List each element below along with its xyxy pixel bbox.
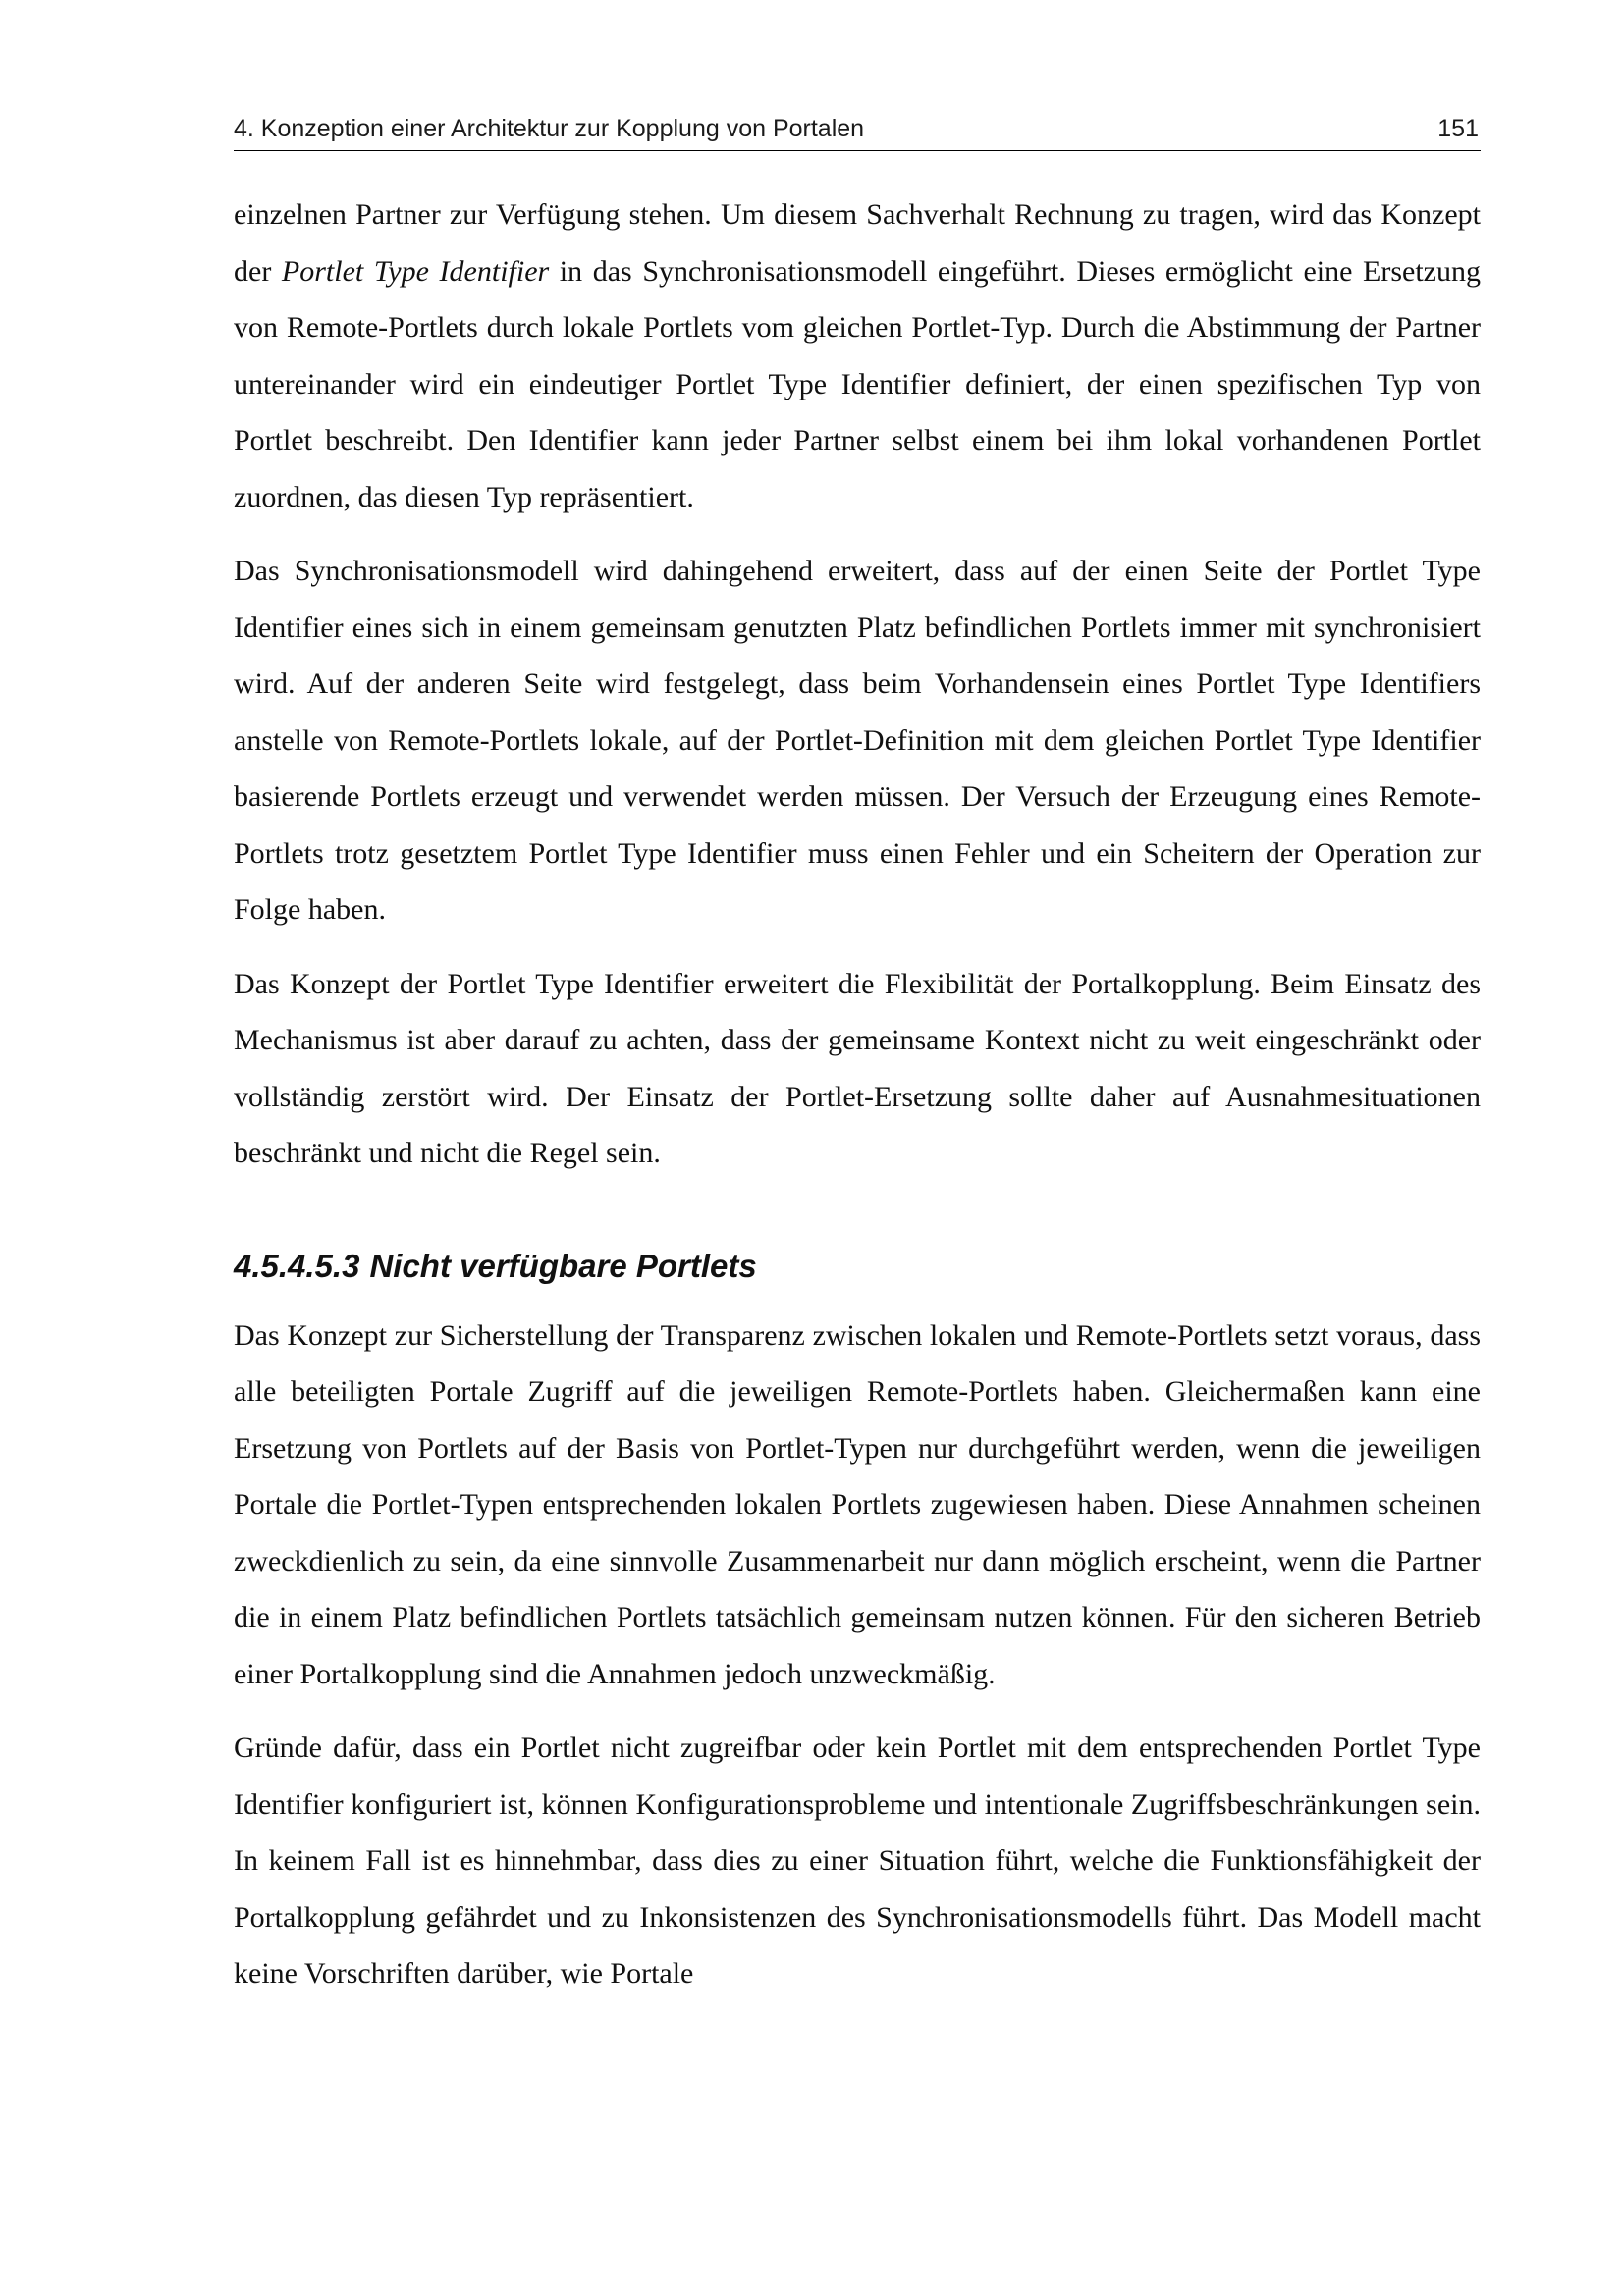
paragraph-text: einzelnen Partner zur Verfügung stehen. Um diesem Sachverhalt Rechnung zu tragen, wird das Konzept der [234,198,1481,288]
paragraph-synchronization-model: Das Synchronisationsmodell wird dahingehend erweitert, dass auf der einen Seite der Portlet Type Identifier eines sich in einem gemeinsam genutzten Platz befindlichen Portlets immer mit synchronisiert wird. Auf der anderen Seite wird festgelegt, dass beim Vorhandensein eines Portlet Type Identifiers anstelle von Remote-Portlets lokale, auf der Portlet-Definition mit dem gleichen Portlet Type Identifier basierende Portlets erzeugt und verwendet werden müssen. Der Versuch der Erzeugung eines Remote-Portlets trotz gesetztem Portlet Type Identifier muss einen Fehler und ein Scheitern der Operation zur Folge haben. [234,555,1481,926]
page-number: 151 [1437,115,1479,142]
section-number: 4.5.4.5.3 [234,1247,360,1284]
paragraph-reasons: Gründe dafür, dass ein Portlet nicht zugreifbar oder kein Portlet mit dem entsprechenden Portlet Type Identifier konfiguriert ist, können Konfigurationsprobleme und intentionale Zugriffsbeschränkungen sein. In keinem Fall ist es hinnehmbar, dass dies zu einer Situation führt, welche die Funktionsfähigkeit der Portalkopplung gefährdet und zu Inkonsistenzen des Synchronisationsmodells führt. Das Modell macht keine Vorschriften darüber, wie Portale [234,1732,1481,1990]
paragraph-portlet-type-identifier [234,187,1481,525]
emphasized-term: Portlet Type Identifier [281,254,550,288]
paragraph-flexibility: Das Konzept der Portlet Type Identifier erweitert die Flexibilität der Portalkopplung. Beim Einsatz des Mechanismus ist aber darauf zu achten, dass der gemeinsame Kontext nicht zu weit eingeschränkt oder vollständig zerstört wird. Der Einsatz der Portlet-Ersetzung sollte daher auf Ausnahmesituationen beschränkt und nicht die Regel sein. [234,967,1481,1169]
body-text [234,187,1481,2002]
paragraph-transparency: Das Konzept zur Sicherstellung der Transparenz zwischen lokalen und Remote-Portlets setzt voraus, dass alle beteiligten Portale Zugriff auf die jeweiligen Remote-Portlets haben. Gleichermaßen kann eine Ersetzung von Portlets auf der Basis von Portlet-Typen nur durchgeführt werden, wenn die jeweiligen Portale die Portlet-Typen entsprechenden lokalen Portlets zugewiesen haben. Diese Annahmen scheinen zweckdienlich zu sein, da eine sinnvolle Zusammenarbeit nur dann möglich erscheint, wenn die Partner die in einem Platz befindlichen Portlets tatsächlich gemeinsam nutzen können. Für den sicheren Betrieb einer Portalkopplung sind die Annahmen jedoch unzweckmäßig. [234,1318,1481,1690]
paragraph-text: in das Synchronisationsmodell eingeführt. Dieses ermöglicht eine Ersetzung von Remote-Portlets durch lokale Portlets vom gleichen Portlet-Typ. Durch die Abstimmung der Partner untereinander wird ein eindeutiger Portlet Type Identifier definiert, der einen spezifischen Typ von Portlet beschreibt. Den Identifier kann jeder Partner selbst einem bei ihm lokal vorhandenen Portlet zuordnen, das diesen Typ repräsentiert. [234,254,1482,513]
chapter-title: 4. Konzeption einer Architektur zur Kopplung von Portalen [234,115,865,142]
section-heading [234,1243,1481,1290]
section-title: Nicht verfügbare Portlets [369,1247,757,1284]
running-header [234,111,1481,151]
